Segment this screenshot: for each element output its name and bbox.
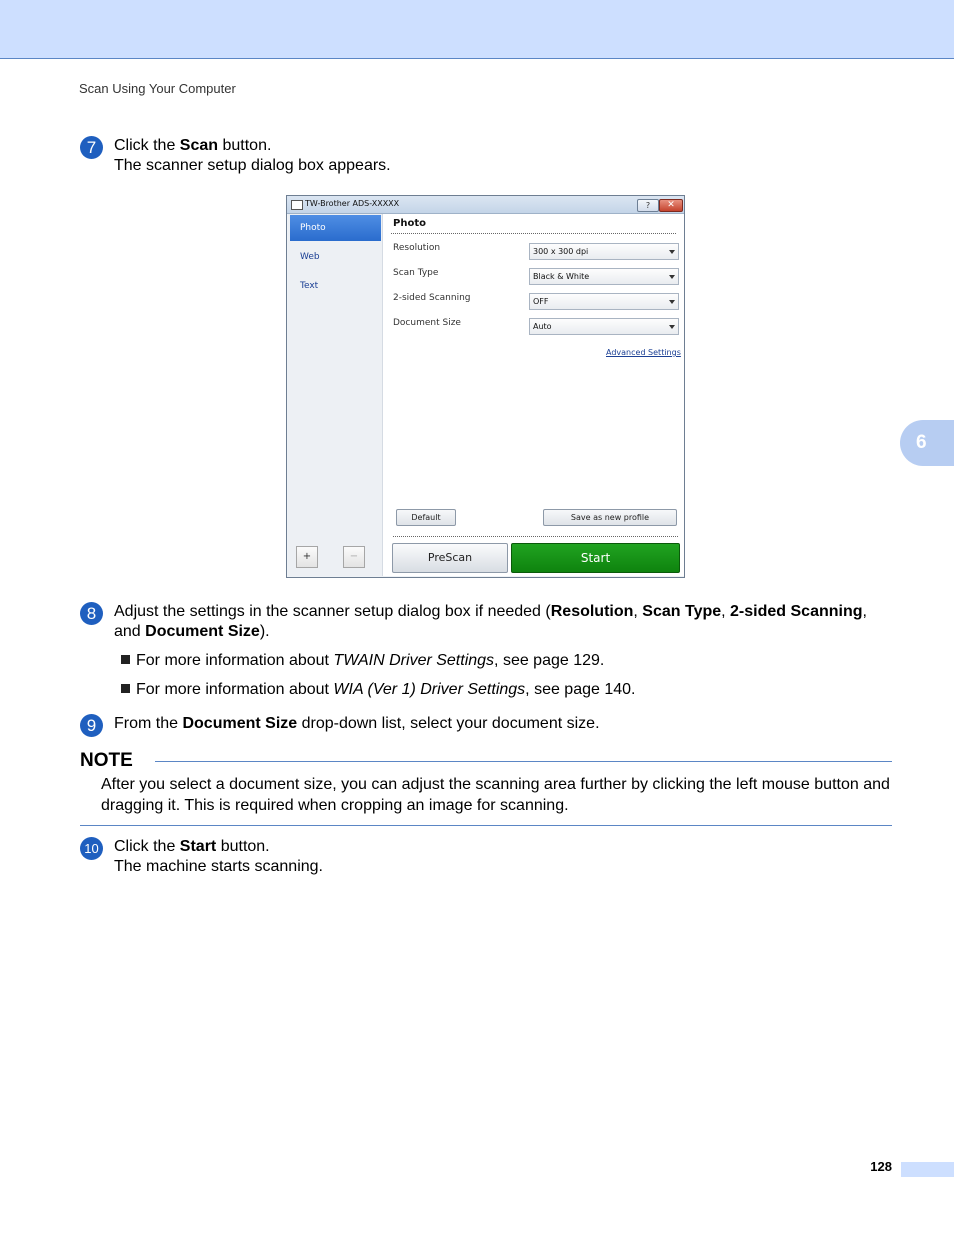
divider [393, 536, 678, 537]
step-number: 10 [80, 837, 103, 860]
step-number: 7 [80, 136, 103, 159]
top-header-band [0, 0, 954, 59]
step-number: 9 [80, 714, 103, 737]
reference-title: TWAIN Driver Settings [333, 652, 495, 669]
scanner-setup-dialog [286, 195, 685, 578]
text: For more information about [136, 652, 334, 669]
reference-title: WIA (Ver 1) Driver Settings [333, 681, 526, 698]
profile-photo[interactable]: Photo [290, 215, 381, 241]
dropdown-value: Auto [533, 322, 552, 331]
text: , [862, 603, 867, 620]
ui-term: Scan [179, 137, 219, 154]
square-bullet-icon [121, 655, 130, 664]
text: , see page 129. [494, 652, 605, 669]
text: Click the [114, 838, 180, 855]
dropdown-value: 300 x 300 dpi [533, 247, 589, 256]
two-sided-dropdown[interactable] [529, 293, 679, 310]
text: , [721, 603, 731, 620]
dropdown-value: OFF [533, 297, 549, 306]
scan-type-dropdown[interactable] [529, 268, 679, 285]
remove-profile-button[interactable]: − [343, 546, 365, 568]
close-button[interactable]: ✕ [659, 199, 683, 212]
note-rule [80, 825, 892, 826]
page-number: 128 [870, 1159, 892, 1174]
text: Click the [114, 137, 180, 154]
chevron-down-icon [669, 300, 675, 304]
footer-band [901, 1162, 954, 1177]
scanner-app-icon [291, 200, 303, 210]
ui-term: Start [179, 838, 217, 855]
two-sided-label: 2-sided Scanning [393, 293, 471, 303]
bullet-item [121, 680, 635, 700]
document-size-dropdown[interactable] [529, 318, 679, 335]
text: For more information about [136, 681, 334, 698]
step-text [114, 602, 894, 642]
dialog-title: TW-Brother ADS-XXXXX [305, 199, 400, 208]
running-title: Scan Using Your Computer [79, 81, 236, 96]
text: The machine starts scanning. [114, 858, 323, 875]
add-profile-button[interactable]: + [296, 546, 318, 568]
text: The scanner setup dialog box appears. [114, 157, 391, 174]
chapter-tab: 6 [900, 420, 954, 466]
text: and [114, 623, 146, 640]
note-rule [155, 761, 892, 762]
text: , [633, 603, 643, 620]
text: Adjust the settings in the scanner setup dialog box if needed ( [114, 603, 551, 620]
save-new-profile-button[interactable]: Save as new profile [543, 509, 677, 526]
profile-web[interactable]: Web [300, 252, 320, 262]
settings-panel [383, 214, 684, 576]
resolution-dropdown[interactable] [529, 243, 679, 260]
divider [391, 233, 676, 234]
text: , see page 140. [525, 681, 636, 698]
text: button. [216, 838, 270, 855]
text: From the [114, 715, 183, 732]
ui-term: Scan Type [642, 603, 722, 620]
square-bullet-icon [121, 684, 130, 693]
ui-term: Document Size [182, 715, 298, 732]
chevron-down-icon [669, 275, 675, 279]
advanced-settings-link[interactable]: Advanced Settings [606, 348, 681, 357]
ui-term: Resolution [550, 603, 634, 620]
prescan-button[interactable]: PreScan [392, 543, 508, 573]
step-text [114, 837, 894, 877]
text: ). [259, 623, 270, 640]
ui-term: Document Size [145, 623, 260, 640]
dropdown-value: Black & White [533, 272, 590, 281]
default-button[interactable]: Default [396, 509, 456, 526]
help-button[interactable]: ? [637, 199, 659, 212]
text: button. [218, 137, 272, 154]
bullet-item [121, 651, 604, 671]
resolution-label: Resolution [393, 243, 441, 253]
start-button[interactable]: Start [511, 543, 680, 573]
chevron-down-icon [669, 250, 675, 254]
scan-type-label: Scan Type [393, 268, 439, 278]
text: drop-down list, select your document size. [297, 715, 600, 732]
profile-text[interactable]: Text [300, 281, 319, 291]
note-title: NOTE [80, 750, 133, 771]
panel-title: Photo [393, 218, 426, 229]
chevron-down-icon [669, 325, 675, 329]
document-size-label: Document Size [393, 318, 461, 328]
step-text [114, 136, 894, 176]
dialog-titlebar [287, 196, 684, 214]
profile-sidebar [288, 214, 383, 576]
ui-term: 2-sided Scanning [730, 603, 863, 620]
note-body: After you select a document size, you can adjust the scanning area further by clicking the left mouse button and dragging it. This is required when cropping an image for scanning. [101, 776, 890, 814]
step-number: 8 [80, 602, 103, 625]
step-text [114, 714, 894, 734]
